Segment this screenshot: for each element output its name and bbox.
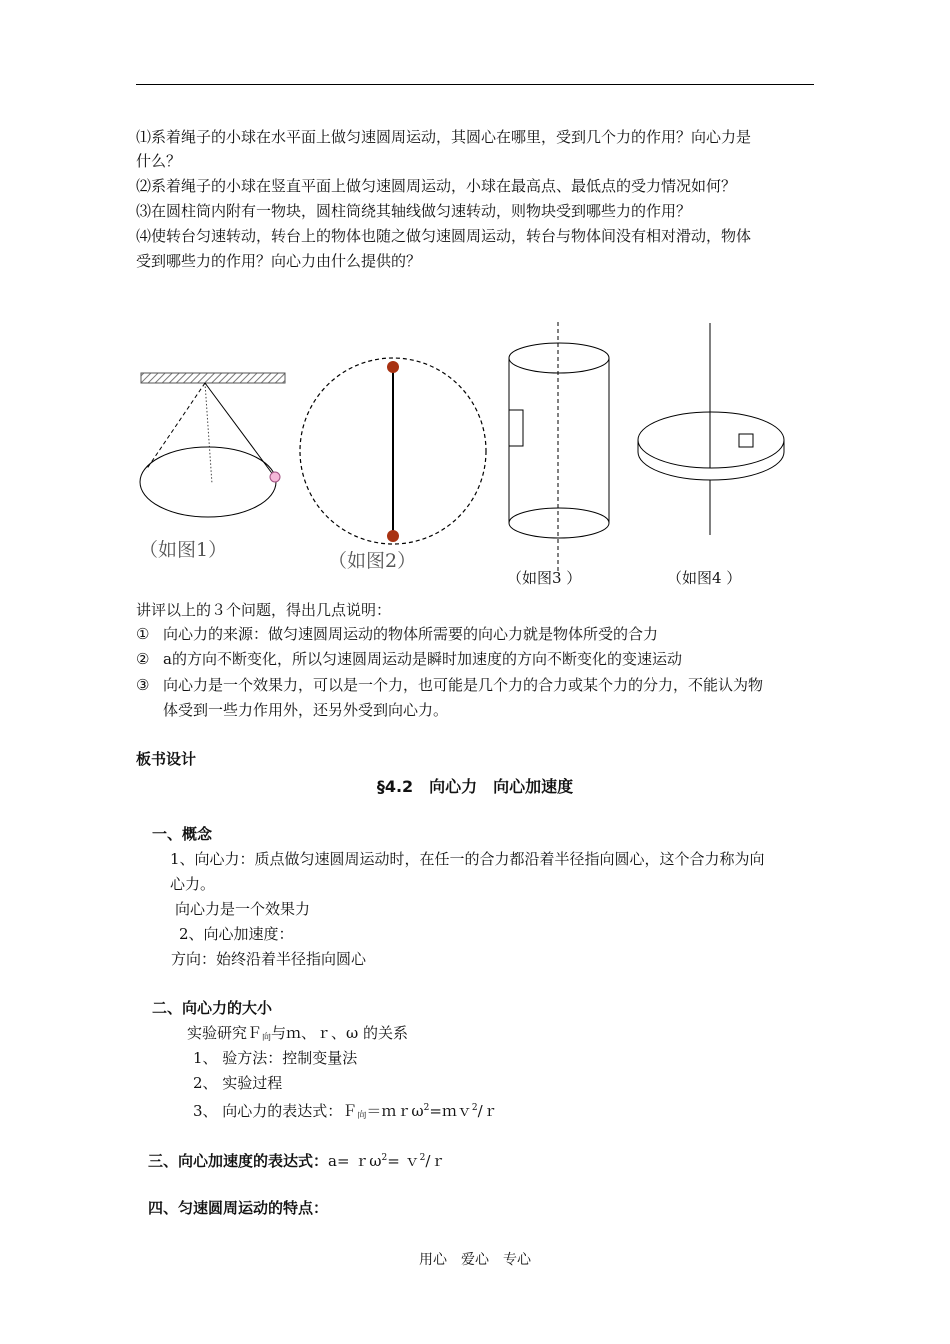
question-2: ⑵系着绳子的小球在竖直平面上做匀速圆周运动，小球在最高点、最低点的受力情况如何？ (136, 177, 737, 195)
section-2-line2: 1、 验方法：控制变量法 (193, 1049, 358, 1067)
question-3: ⑶在圆柱筒内附有一物块，圆柱筒绕其轴线做匀速转动，则物块受到哪些力的作用？ (136, 202, 692, 220)
page-footer: 用心 爱心 专心 (419, 1252, 531, 1268)
section-3-line: 三、向心加速度的表达式：a= ｒω$^2$= ｖ$^2$/ｒ (148, 1152, 446, 1170)
ceiling-support (141, 373, 285, 383)
point-1-text: 向心力的来源：做匀速圆周运动的物体所需要的向心力就是物体所受的合力 (163, 625, 659, 643)
figure-3-cylinder (509, 322, 609, 572)
figure-1-conical-pendulum (140, 373, 285, 517)
ball-bottom (387, 530, 399, 542)
figure-2-vertical-circle (300, 358, 486, 544)
question-4-line1: ⑷使转台匀速转动，转台上的物体也随之做匀速圆周运动，转台与物体间没有相对滑动，物体 (136, 227, 752, 245)
section-1-line3: 向心力是一个效果力 (175, 900, 311, 918)
section-4-heading: 四、匀速圆周运动的特点： (148, 1199, 329, 1217)
figure-4-turntable (638, 323, 784, 535)
point-3-line1: 向心力是一个效果力，可以是一个力，也可能是几个力的合力或某个力的分力，不能认为物 (163, 676, 764, 694)
question-1-line1: ⑴系着绳子的小球在水平面上做匀速圆周运动，其圆心在哪里，受到几个力的作用？向心力是 (136, 128, 752, 146)
section-1-line2: 心力。 (170, 875, 216, 893)
section-2-heading: 二、向心力的大小 (152, 999, 273, 1017)
block-on-wall (509, 410, 523, 446)
section-2-line3: 2、 实验过程 (193, 1074, 283, 1092)
question-1-line2: 什么？ (136, 152, 182, 170)
section-2-line1: 实验研究Ｆ$_向$与ｍ、ｒ、ω 的关系 (187, 1024, 409, 1043)
block-on-turntable (739, 434, 753, 447)
figures-drawing (0, 0, 950, 620)
point-3-line2: 体受到一些力作用外，还另外受到向心力。 (163, 701, 449, 719)
board-heading: 板书设计 (136, 750, 197, 768)
section-1-line5: 方向：始终沿着半径指向圆心 (171, 950, 367, 968)
section-1-line1: 1、向心力：质点做匀速圆周运动时，在任一的合力都沿着半径指向圆心，这个合力称为向 (170, 850, 765, 868)
cylinder-top (509, 343, 609, 373)
figure-1-caption: （如图1） (139, 539, 228, 561)
point-1-number: ① (136, 625, 150, 643)
section-1-line4: 2、向心加速度： (179, 925, 294, 943)
question-4-line2: 受到哪些力的作用？向心力由什么提供的？ (136, 252, 422, 270)
comments-intro: 讲评以上的３个问题，得出几点说明： (136, 601, 392, 619)
ball-pink (270, 472, 280, 482)
string-dashed (146, 383, 205, 470)
point-2-number: ② (136, 650, 150, 668)
turntable-top (638, 412, 784, 468)
point-2-text: a的方向不断变化，所以匀速圆周运动是瞬时加速度的方向不断变化的变速运动 (163, 650, 682, 668)
orbit-ellipse (140, 447, 276, 517)
figure-2-caption: （如图2） (328, 550, 417, 572)
section-2-line4-formula: 3、 向心力的表达式：Ｆ$_向$＝ｍｒω$^2$=ｍｖ$^2$/ｒ (193, 1102, 498, 1121)
cylinder-bottom (509, 508, 609, 538)
board-title: §4.2 向心力 向心加速度 (376, 777, 574, 796)
section-1-heading: 一、概念 (152, 825, 213, 843)
axis-dotted-line (205, 383, 212, 484)
ball-top (387, 361, 399, 373)
figure-4-caption: （如图4 ） (667, 569, 742, 587)
point-3-number: ③ (136, 676, 150, 694)
figure-3-caption: （如图3 ） (507, 569, 582, 587)
